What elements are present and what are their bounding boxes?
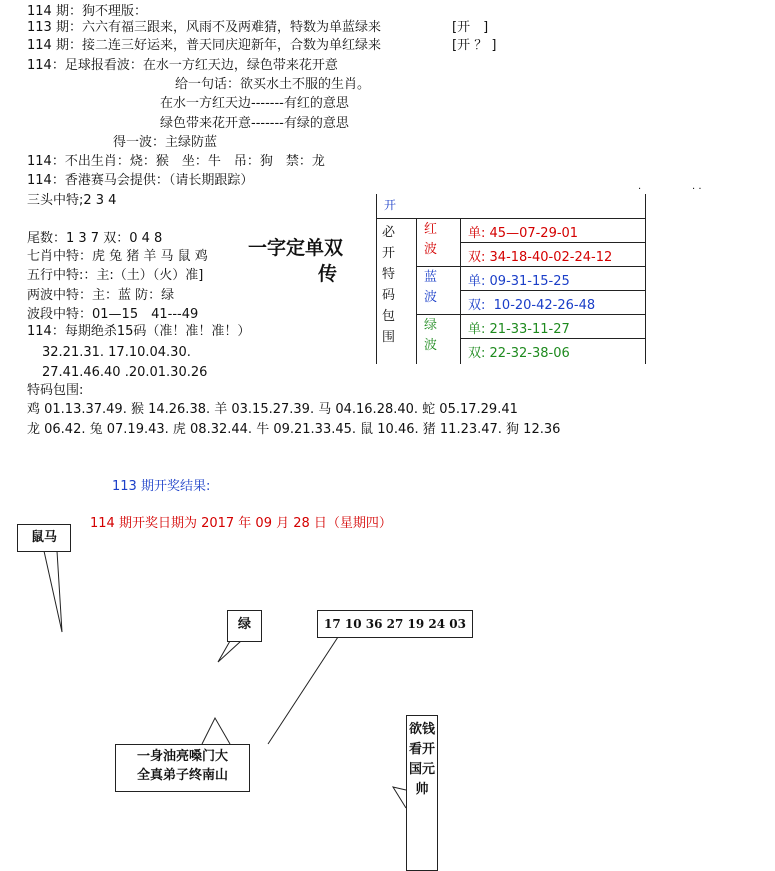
row-kind: 单: [468,226,486,241]
tail-numbers: 尾数：1 3 7 双：0 4 8 [27,231,163,246]
three-heads: 三头中特;2 3 4 [27,193,117,208]
row-kind: 双: [468,298,486,313]
group-blue: 蓝波 [424,270,438,305]
kill-numbers-1: 32.21.31. 17.10.04.30. [42,345,191,360]
table-top-char: 开 [384,198,397,212]
callout-saying [115,744,250,792]
row-nums: 22-32-38-06 [489,346,570,361]
group-green: 绿波 [424,318,438,353]
special-cover-label: 特码包围: [27,383,84,398]
kill-15: 114：每期绝杀15码（准！准！准！） [27,324,251,339]
group-red: 红波 [424,222,438,257]
two-waves: 两波中特：主：蓝 防：绿 [27,288,175,303]
row-nums: 45—07-29-01 [489,226,579,241]
jockey-club: 114：香港赛马会提供：（请长期跟踪） [27,173,254,188]
issue-114-open: [开 ？ ] [452,38,497,53]
wave-segment: 波段中特：01—15 41---49 [27,307,199,322]
five-elements: 五行中特:：主:（土）（火）准] [27,268,204,283]
big-title-2: 传 [318,263,338,285]
hint-red: 在水一方红天边-------有红的意思 [160,96,349,111]
saying-line-2: 全真弟子终南山 [136,768,228,783]
wave-result: 得一波：主绿防蓝 [113,135,218,150]
cover-row-1: 鸡 01.13.37.49. 猴 14.26.38. 羊 03.15.27.39. 马 04.16.28.40. 蛇 05.17.29.41 [27,402,518,417]
row-kind: 双: [468,250,486,265]
row-nums: 09-31-15-25 [489,274,570,289]
table-left-label: 必开特码包围 [382,225,396,345]
issue-114-header: 114 期：狗不理版： [27,4,147,19]
no-zodiac: 114：不出生肖：烧：猴 坐：牛 吊：狗 禁：龙 [27,154,325,169]
callout-numbers: 17 10 36 27 19 24 03 [317,610,473,638]
cover-row-2: 龙 06.42. 兔 07.19.43. 虎 08.32.44. 牛 09.21.33.45. 鼠 10.46. 猪 11.23.47. 狗 12.36 [27,422,561,437]
callout-shu-ma: 鼠马 [17,524,71,552]
football-report: 114：足球报看波：在水一方红天边，绿色带来花开意 [27,58,338,73]
one-sentence: 给一句话：欲买水土不服的生肖。 [175,77,371,92]
issue-113-open: [开 ] [452,20,489,35]
row-nums: 10-20-42-26-48 [493,298,596,313]
big-title: 一字定单双 [248,237,344,259]
dot-mark: · [638,184,642,195]
issue-113-riddle: 113 期：六六有福三跟来，风雨不及两难猜，特数为单蓝绿来 [27,20,381,35]
saying-line-1: 一身油亮嗓门大 [136,749,228,764]
kill-numbers-2: 27.41.46.40 .20.01.30.26 [42,365,208,380]
draw-date: 114 期开奖日期为 2017 年 09 月 28 日（星期四） [90,516,392,531]
issue-114-riddle: 114 期：接二连三好运来，普天同庆迎新年，合数为单红绿来 [27,38,381,53]
callout-vertical: 欲钱看开国元帅 [406,715,438,871]
result-113: 113 期开奖结果: [112,479,211,494]
callout-green: 绿 [227,610,262,642]
seven-zodiac: 七肖中特：虎 兔 猪 羊 马 鼠 鸡 [27,249,208,264]
row-kind: 单: [468,322,486,337]
dot-mark: · · [692,184,702,195]
hint-green: 绿色带来花开意-------有绿的意思 [160,116,349,131]
row-nums: 34-18-40-02-24-12 [489,250,613,265]
row-kind: 双: [468,346,486,361]
row-nums: 21-33-11-27 [489,322,570,337]
row-kind: 单: [468,274,486,289]
